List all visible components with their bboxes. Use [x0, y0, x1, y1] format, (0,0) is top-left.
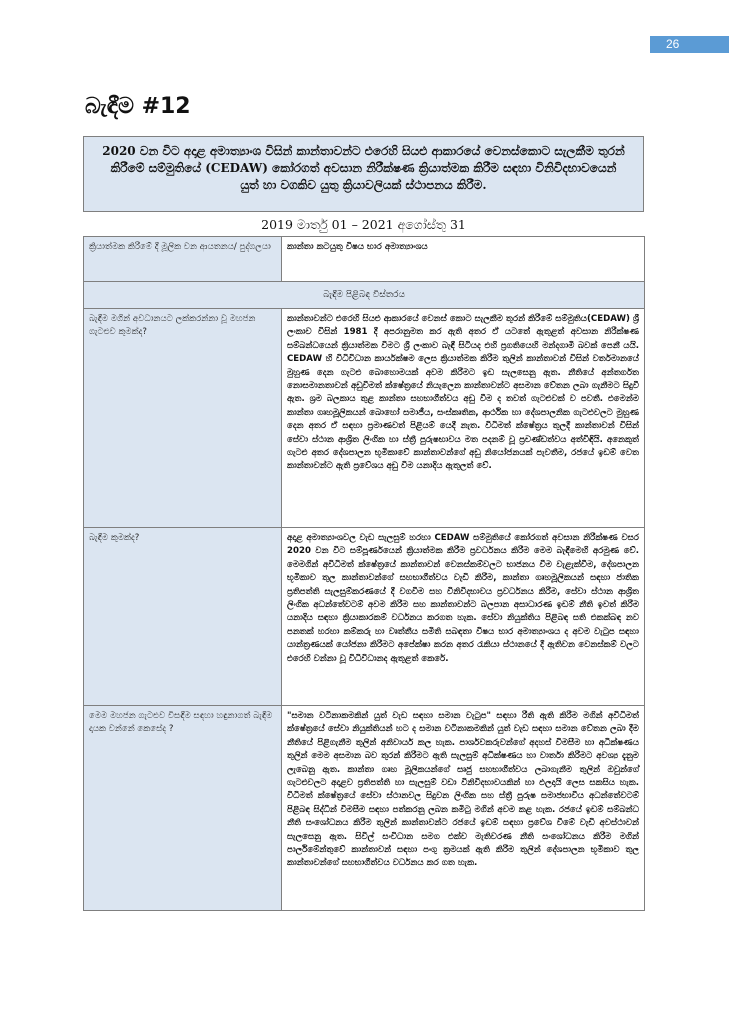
- commitment-table: [83, 236, 645, 911]
- table-row: [84, 706, 645, 911]
- table-row: [84, 528, 645, 706]
- commitment-period: 2019 මාර්තු 01 – 2021 අගෝස්තු 31: [261, 217, 466, 232]
- section-heading: බැඳීම පිළිබඳ විස්තරය: [84, 282, 645, 309]
- question-cell: ක්‍රියාත්මක කිරීමේ දී මූලික වන ආයතනය/ පුද්ගලයා: [84, 237, 282, 282]
- answer-cell: කාන්තා කටයුතු විෂය භාර අමාත්‍යාංශය: [282, 237, 645, 282]
- question-cell: බැඳීම කුමක්ද?: [84, 528, 282, 706]
- question-cell: බැඳීම මගින් අවධානයට ලක්කරන්නා වූ මහජන ගැටළුව කුමක්ද?: [84, 309, 282, 528]
- question-cell: මෙම මහජන ගැටළුව විසඳීම සඳහා හඳුනාගත් බැඳීම දායක වන්නේ කෙසේද ?: [84, 706, 282, 911]
- page-number: 26: [650, 36, 729, 53]
- table-row: [84, 237, 645, 282]
- commitment-objective: 2020 වන විට අදාළ අමාත්‍යාංශ විසින් කාන්තාවන්ට එරෙහි සියළු ආකාරයේ වෙනස්කොට සැලකීම තුරන් කිරීමේ සම්මුතියේ (CEDAW) කෝරගත් අවසාන නිරීක්ෂණ ක්‍රියාත්මක කිරීම සඳහා විනිවිදභාවයෙන් යුත් හා වගකිව යුතු ක්‍රියාවලියක් ස්ථාපනය කිරීම.: [83, 136, 644, 212]
- answer-cell: අදාළ අමාත්‍යාංශවල වැඩ සැලසුම් හරහා CEDAW සම්මුතියේ කෝරගත් අවසාන නිරීක්ෂණ වසර 2020 වන විට සම්පූර්ණයෙන් ක්‍රියාත්මක කිරීම ප්‍රවර්ධනය කිරීම මෙම බැඳීමෙහි අරමුණ වේ. මෙමගින් අවිධිමත් ක්ෂේත්‍රයේ කාන්තාවන් වෙනස්කම්වලට භාජනය වීම වැළැක්වීම, දේශපාලන භූමිකාව තුල කාන්තාවන්ගේ සහභාගීත්වය වැඩි කිරීම, කාන්තා ගෘහමූලිකයන් සඳහා ජාතික ප්‍රතිපත්ති සැලසුම්කරණයේ දී වගවීම සහ විනිවිදභාවය ප්‍රවර්ධනය කිරීම, සේවා ස්ථාන ආශ්‍රිත ලිංගික අධන්තේවටම් අවම කිරීම සහ කාන්තාවන්ට බලපාන අසාධාරණ ඉඩම් නීති ඉවත් කිරීම යනාදිය සඳහා ක්‍රියාකාරකම් වර්ධනය කරගත හැක. සේවා නියුක්තිය පිළිබඳ සති එකක්බඳ නව පනතක් හරහා කම්කරු හා වෘත්තීය සමිති සබඳතා විෂය භාර අමාත්‍යාංශය ද අවම වැටුප සඳහා යාන්ත්‍රණයක් යෝජනා කිරීමට අපේක්ෂා කරන අතර රැකියා ස්ථානයේ දී ඇතිවන වෙනස්කම් වලට එරෙහි වන්නා වූ විධිවිධානද ඇතුළත් කෙරේ.: [282, 528, 645, 706]
- answer-cell: කාන්තාවන්ට එරෙහි සියළු ආකාරයේ වෙනස් කොට සැලකීම තුරන් කිරීමේ සම්මුතිය(CEDAW) ශ්‍රී ලංකාව විසින් 1981 දී අපරානුමත කර ඇති අතර ඒ යටතේ ඇතුළත් අවසාන නිරීක්ෂණ සම්බන්ධයෙන් ක්‍රියාත්මක වීමට ශ්‍රී ලංකාව බැඳී සිටියද එහි ප්‍රගතියෙහි මන්දගාමී බවක් පෙනී යයි. CEDAW හි විධිවිධාන කාර්යක්ෂම ලෙස ක්‍රියාත්මක කිරීම තුලින් කාන්තාවන් විසින් වර්තමානයේ මුහුණ දෙන ගැටළු බොහොමයක් අවම කිරීමට ඉඩ සැලසෙනු ඇත. නීතියේ අන්තර්ගත නොසමානතාවන් අඩුවීමත් ක්ෂේත්‍රයේ නියැලෙන කාන්තාවන්ට අසමාන වේතන ලබා ගැනීමට සිදුවී ඇත. ශ්‍රම බලකාය තුළ කාන්තා සහභාගීත්වය අඩු වීම ද තවත් ගැටළුවක් ව පවතී. එමෙන්ම කාන්තා ගෘහමූලිකයන් බොහෝ සමාජීය, සංස්කෘතික, ආර්ථික හා දේශපාලනික ගැටළුවලට මුහුණ දෙන අතර ඒ සඳහා ප්‍රමාණවත් පිළියම් යෙදී නැත. විධිමත් ක්ෂේත්‍රය තුලදී කාන්තාවන් විසින් සේවා ස්ථාන ආශ්‍රිත ලිංගික හා ස්ත්‍රී පුරුෂභාවය මත පදනම් වූ ප්‍රචණ්ඩත්වය අත්විඳියි. අනෙකුත් ගැටළු අතර දේශපාලන භූමිකාවේ කාන්තාවන්ගේ අඩු නියෝජනයක් පැවතීම, රජයේ ඉඩම් වෙත කාන්තාවන්ට ඇති ප්‍රවේශය අඩු වීම යනාදිය ඇතුලත් වේ.: [282, 309, 645, 528]
- section-row: [84, 282, 645, 309]
- page-title: බැඳීම #12: [85, 94, 191, 119]
- answer-cell: "සමාන වටිනාකමකින් යුත් වැඩ සඳහා සමාන වැටුප" සඳහා රීති ඇති කිරීම මගින් අවිධිමත් ක්ෂේත්‍රයේ සේවා නියුක්තියන් හට ද සමාන වටිනාකමකින් යුත් වැඩ සඳහා සමාන වේතන ලබා දීම නීතියේ පිළිගැනීම තුලින් අනිවාර්ය කල හැක. පාර්ශවකරුවන්ගේ අදහස් විමසීම හා අධීක්ෂණය තුලින් මෙම අසමාන බව තුරන් කිරීමට ඇති සැලසුම් අධීක්ෂණය හා වාර්තා කිරීමට අවශ්‍ය දැනුම ලැබෙනු ඇත. කාන්තා ගෘහ මූලිකයන්ගේ සෘජු සහභාගීත්වය ලබාගැනීම තුලින් ඔවුන්ගේ ගැටළුවලට අදාළව ප්‍රතිපත්ති හා සැලසුම් වඩා විනිවිදභාවයකින් හා ඵලදායි ලෙස සකසිය හැක. විධිමත් ක්ෂේත්‍රයේ සේවා ස්ථානවල සිදුවන ලිංගික සහ ස්ත්‍රී පුරුෂ සමාජභාවීය අධන්තේවටම් පිළිබඳ සිද්ධීන් විමසීම සඳහා පත්කරනු ලබන කමිටු මගින් අවම කළ හැක. රජයේ ඉඩම් සම්බන්ධ නීති සංශෝධනය කිරීම තුලින් කාන්තාවන්ට රජයේ ඉඩම් සඳහා ප්‍රවේශ වීමේ වැඩි අවස්ථාවන් සැලසෙනු ඇත. සිවිල් සංවිධාන සමග එක්ව මැතිවරණ නීති සංශෝධනය කිරීම මගින් පාර්ලිමේන්තුවේ කාන්තාවන් සඳහා පංගු ක්‍රමයක් ඇති කිරීම තුලින් දේශපාලන භූමිකාව තුල කාන්තාවන්ගේ සහභාගීත්වය වර්ධනය කර ගත හැක.: [282, 706, 645, 911]
- table-row: [84, 309, 645, 528]
